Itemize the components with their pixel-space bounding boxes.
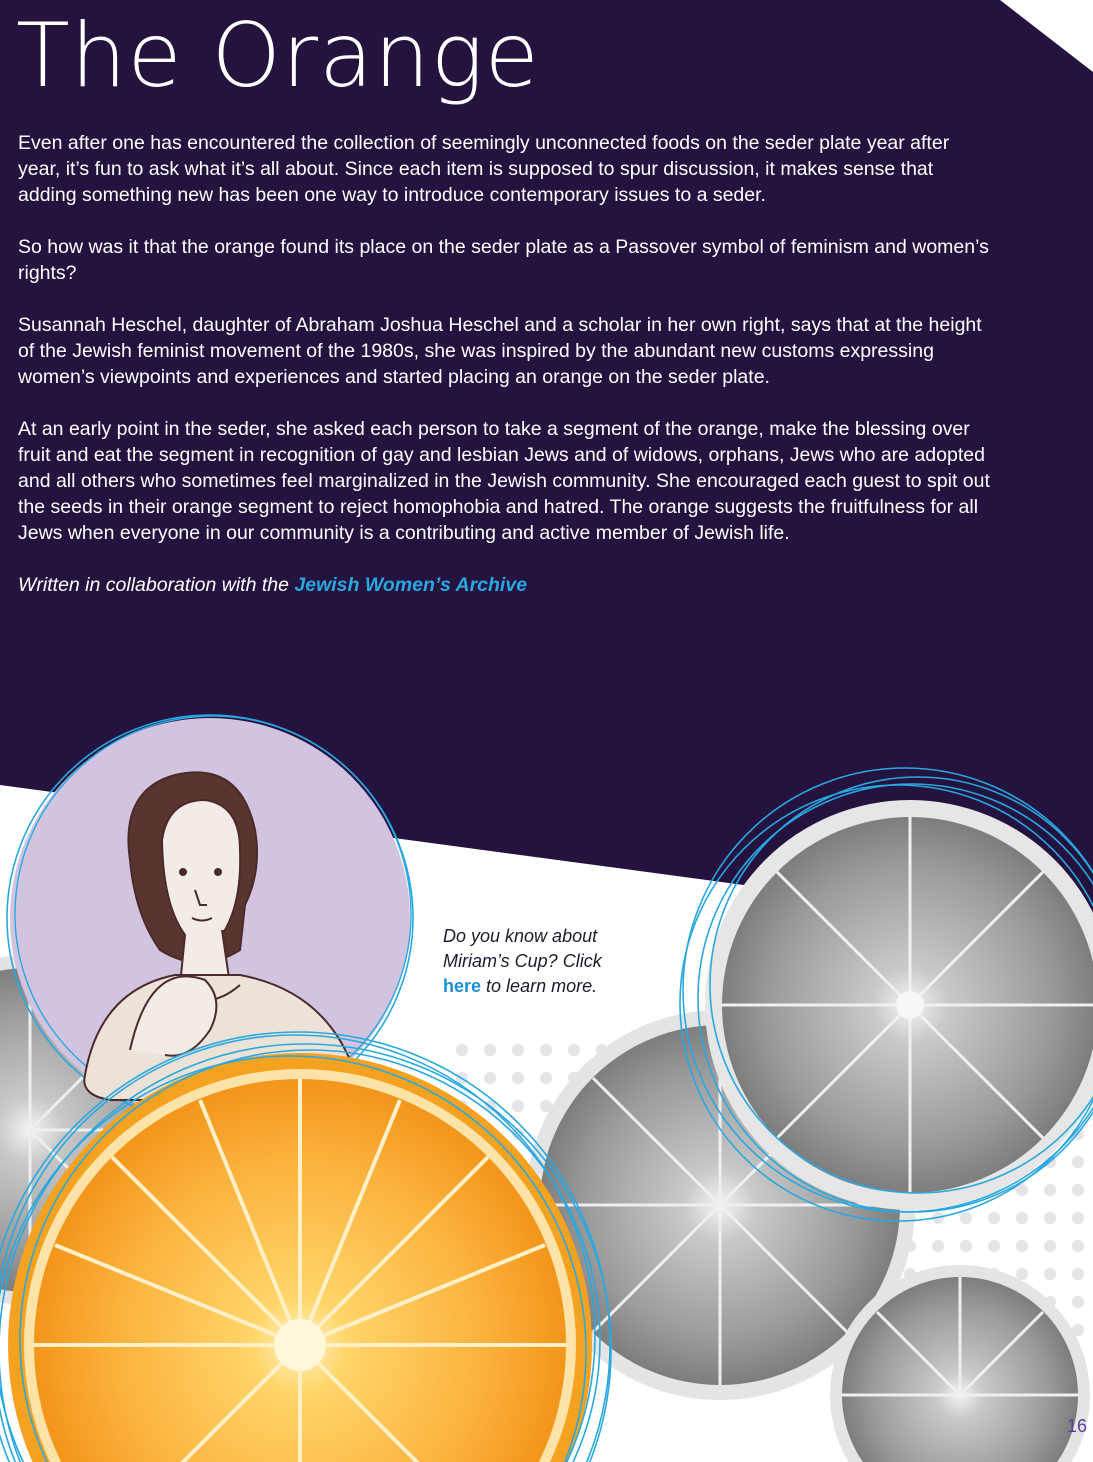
page-title: The Orange	[16, 4, 540, 107]
page-number: 16	[1066, 1416, 1087, 1436]
paragraph: At an early point in the seder, she asked each person to take a segment of the orange, make the blessing over fruit and eat the segment in recognition of gay and lesbian Jews and of widows, orphans, Jews who are adopted and all others who sometimes feel marginalized in the Jewish community. She encouraged each guest to spit out the seeds in their orange segment to reject homophobia and hatred. The orange suggests the fruitfulness for all Jews when everyone in our community is a contributing and active member of Jewish life.	[18, 418, 990, 544]
miriams-cup-callout	[443, 924, 643, 999]
miriams-cup-link[interactable]: here	[443, 976, 482, 996]
paragraph: Susannah Heschel, daughter of Abraham Joshua Heschel and a scholar in her own right, says that at the height of the Jewish feminist movement of the 1980s, she was inspired by the abundant new customs expressing women’s viewpoints and experiences and started placing an orange on the seder plate.	[18, 314, 982, 388]
jewish-womens-archive-link[interactable]: Jewish Women’s Archive	[294, 574, 528, 596]
paragraph: Even after one has encountered the collection of seemingly unconnected foods on the seder plate year after year, it’s fun to ask what it’s all about. Since each item is supposed to spur discussion, it makes sense that adding something new has been one way to introduce contemporary issues to a seder.	[18, 132, 950, 206]
article-body	[18, 130, 993, 624]
credit-line	[18, 572, 993, 598]
credit-prefix: Written in collaboration with the	[18, 574, 289, 596]
paragraph: So how was it that the orange found its place on the seder plate as a Passover symbol of feminism and women’s rights?	[18, 236, 989, 284]
callout-text-before: Do you know about Miriam’s Cup? Click	[443, 926, 602, 971]
callout-text-after: to learn more.	[486, 976, 598, 996]
